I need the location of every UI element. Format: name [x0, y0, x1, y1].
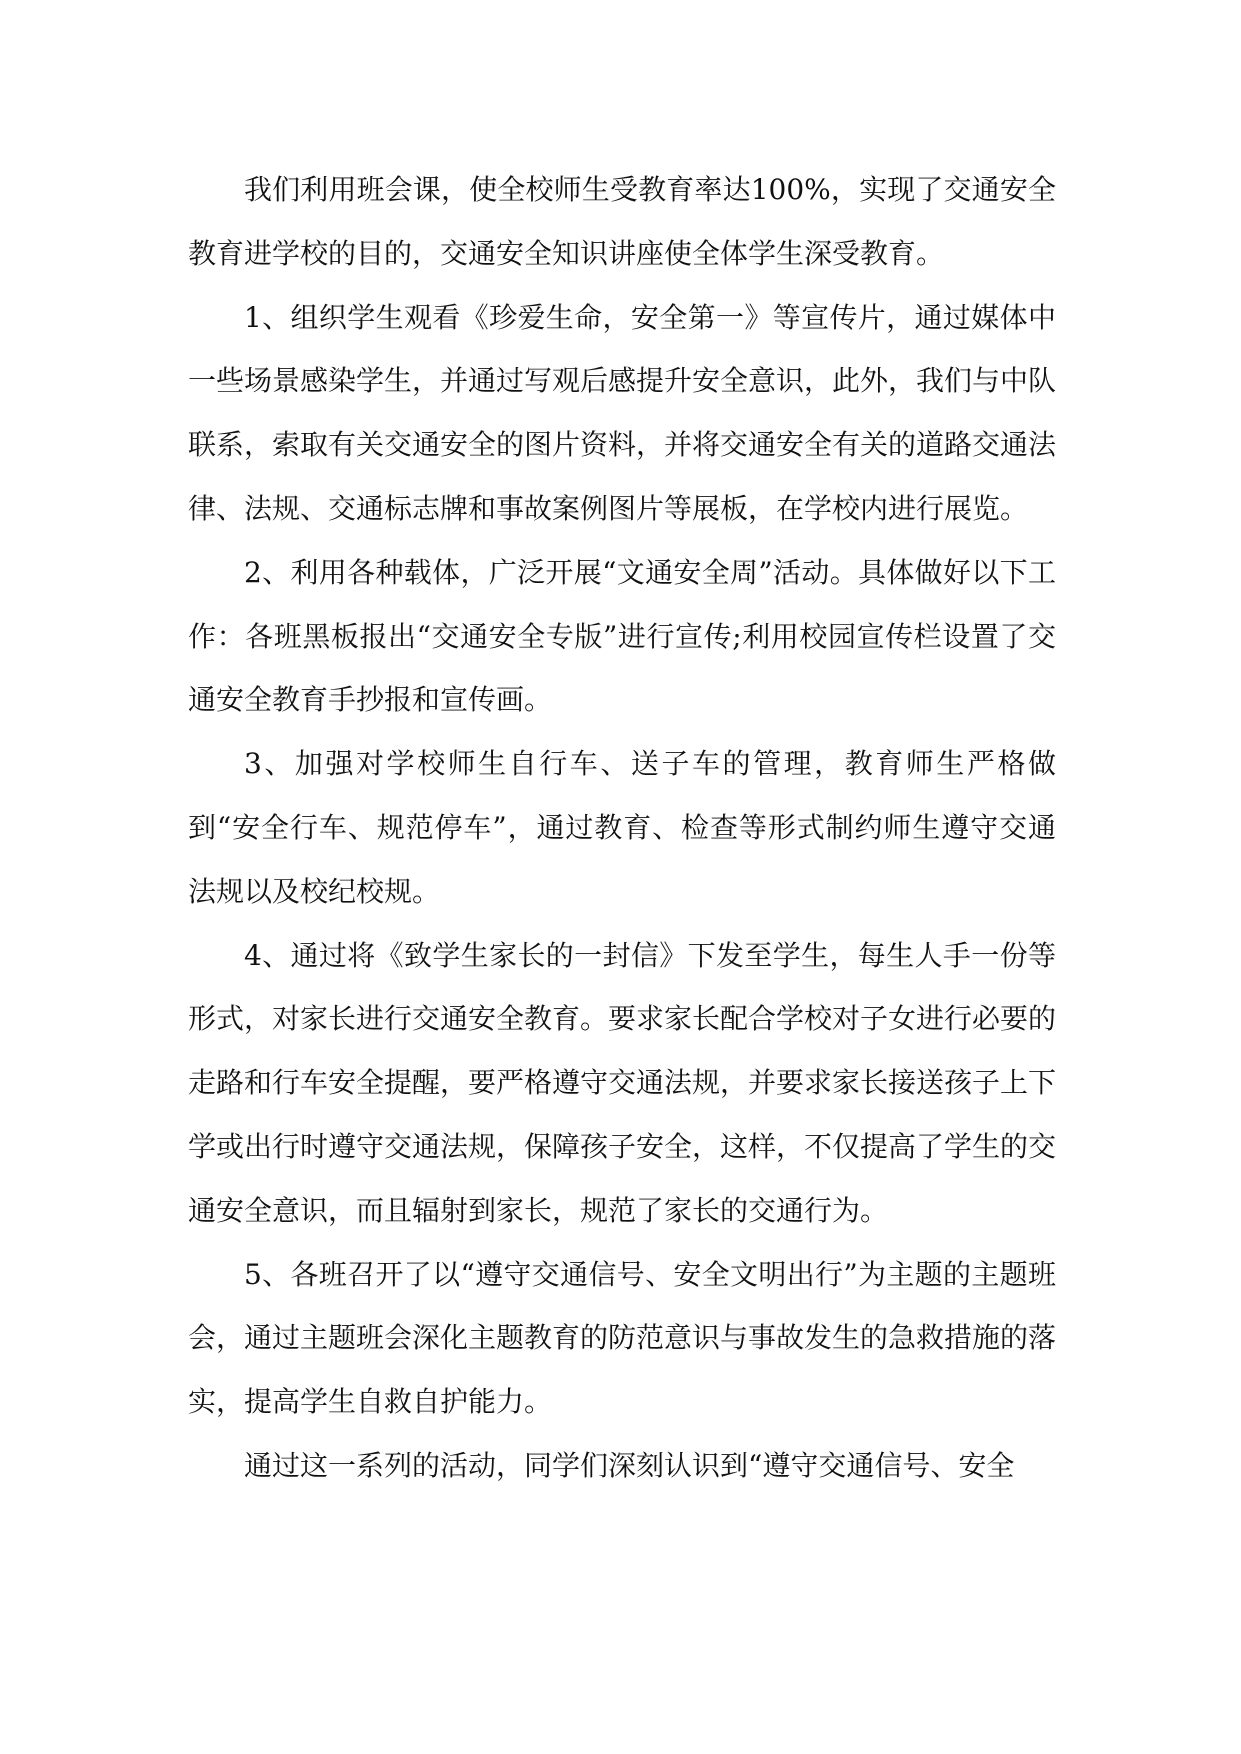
paragraph-item-3: 3、加强对学校师生自行车、送子车的管理，教育师生严格做到“安全行车、规范停车”，通过教育、检查等形式制约师生遵守交通法规以及校纪校规。 — [188, 747, 1056, 908]
paragraph-item-4: 4、通过将《致学生家长的一封信》下发至学生，每生人手一份等形式，对家长进行交通安全教育。要求家长配合学校对子女进行必要的走路和行车安全提醒，要严格遵守交通法规，并要求家长接送孩子上下学或出行时遵守交通法规，保障孩子安全，这样，不仅提高了学生的交通安全意识，而且辐射到家长，规范了家长的交通行为。 — [188, 938, 1057, 1227]
paragraph-conclusion: 通过这一系列的活动，同学们深刻认识到“遵守交通信号、安全 — [244, 1448, 1015, 1482]
paragraph-intro: 我们利用班会课，使全校师生受教育率达100%，实现了交通安全教育进学校的目的，交通安全知识讲座使全体学生深受教育。 — [188, 173, 1056, 270]
paragraph-item-1: 1、组织学生观看《珍爱生命，安全第一》等宣传片，通过媒体中一些场景感染学生，并通过写观后感提升安全意识，此外，我们与中队联系，索取有关交通安全的图片资料，并将交通安全有关的道路交通法律、法规、交通标志牌和事故案例图片等展板，在学校内进行展览。 — [188, 300, 1057, 525]
paragraph-item-5: 5、各班召开了以“遵守交通信号、安全文明出行”为主题的主题班会，通过主题班会深化主题教育的防范意识与事故发生的急救措施的落实，提高学生自救自护能力。 — [188, 1257, 1057, 1419]
paragraph-item-2: 2、利用各种载体，广泛开展“文通安全周”活动。具体做好以下工作：各班黑板报出“交通安全专版”进行宣传;利用校园宣传栏设置了交通安全教育手抄报和宣传画。 — [188, 555, 1056, 717]
document-body — [188, 158, 1056, 1498]
